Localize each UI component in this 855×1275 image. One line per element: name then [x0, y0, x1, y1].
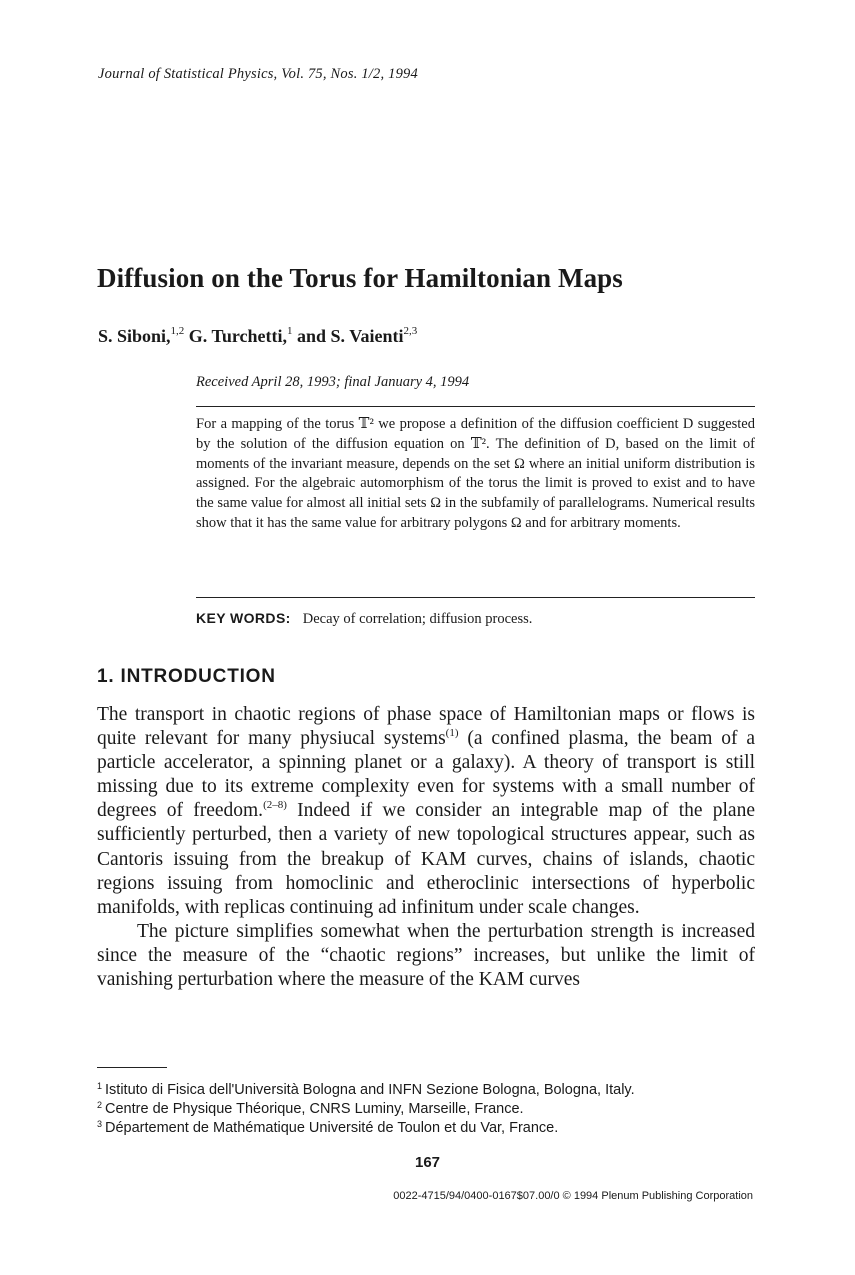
author-affiliation-mark: 1	[286, 325, 293, 337]
paragraph-text: The transport in chaotic regions of phase space of Hamiltonian maps or flows is quite relevant for many physiucal systems	[97, 704, 755, 750]
author-affiliation-mark: 1,2	[170, 325, 185, 337]
footnote-mark: 2	[97, 1100, 103, 1110]
footnote-text: Centre de Physique Théorique, CNRS Luminy, Marseille, France.	[105, 1101, 524, 1117]
abstract: For a mapping of the torus 𝕋² we propose a definition of the diffusion coefficient D suggested by the solution of the diffusion equation on 𝕋². The definition of D, based on the limit of moments of the invariant measure, depends on the set Ω where an initial uniform distribution is assigned. For the algebraic automorphism of the torus the limit is proved to exist and to have the same value for almost all initial sets Ω in the subfamily of parallelograms. Numerical results show that it has the same value for arbitrary polygons Ω and for arbitrary moments.	[196, 416, 755, 531]
copyright-line: 0022-4715/94/0400-0167$07.00/0 © 1994 Plenum Publishing Corporation	[393, 1190, 753, 1202]
footnote-text: Département de Mathématique Université de Toulon et du Var, France.	[105, 1120, 559, 1136]
keywords-text: Decay of correlation; diffusion process.	[302, 611, 533, 627]
footnote-mark: 1	[97, 1081, 103, 1091]
paragraph-text: (a confined plasma, the beam of a particle accelerator, a spinning planet or a galaxy). A theory of transport is still missing due to its extreme complexity even for systems with a small number of degrees of freedom.	[97, 728, 755, 822]
footnote	[97, 1119, 635, 1138]
keywords-label: KEY WORDS:	[196, 610, 291, 626]
footnote	[97, 1100, 635, 1119]
footnotes	[97, 1081, 635, 1138]
citation-mark: (2–8)	[263, 799, 287, 812]
received-dates: Received April 28, 1993; final January 4, 1994	[196, 374, 470, 390]
paragraph-text: Indeed if we consider an integrable map of the plane sufficiently perturbed, then a variety of new topological structures appear, such as Cantoris issuing from the breakup of KAM curves, chains of islands, chaotic regions issuing from homoclinic and etheroclinic intersections of hyperbolic manifolds, with replicas continuing ad infinitum under scale changes.	[97, 800, 755, 918]
paragraph	[97, 703, 755, 920]
footnote	[97, 1081, 635, 1100]
journal-citation: Journal of Statistical Physics, Vol. 75, Nos. 1/2, 1994	[98, 66, 418, 82]
paper-title: Diffusion on the Torus for Hamiltonian Maps	[97, 263, 623, 293]
abstract-bottom-rule	[196, 597, 755, 598]
author-name: S. Siboni,	[98, 326, 171, 346]
citation-mark: (1)	[445, 727, 459, 740]
section-body	[97, 703, 755, 992]
footnote-text: Istituto di Fisica dell'Università Bologna and INFN Sezione Bologna, Bologna, Italy.	[105, 1082, 635, 1098]
author-name: and S. Vaienti	[296, 326, 404, 346]
author-affiliation-mark: 2,3	[403, 325, 418, 337]
author-list	[98, 326, 417, 347]
abstract-top-rule	[196, 406, 755, 407]
paragraph: The picture simplifies somewhat when the perturbation strength is increased since the measure of the “chaotic regions” increases, but unlike the limit of vanishing perturbation where the measure of the KAM curves	[97, 920, 755, 991]
footnote-rule	[97, 1067, 167, 1068]
footnote-mark: 3	[97, 1119, 103, 1129]
keywords	[196, 610, 532, 628]
page-number: 167	[414, 1154, 441, 1171]
section-heading: 1. INTRODUCTION	[97, 666, 276, 687]
author-name: G. Turchetti,	[188, 326, 287, 346]
